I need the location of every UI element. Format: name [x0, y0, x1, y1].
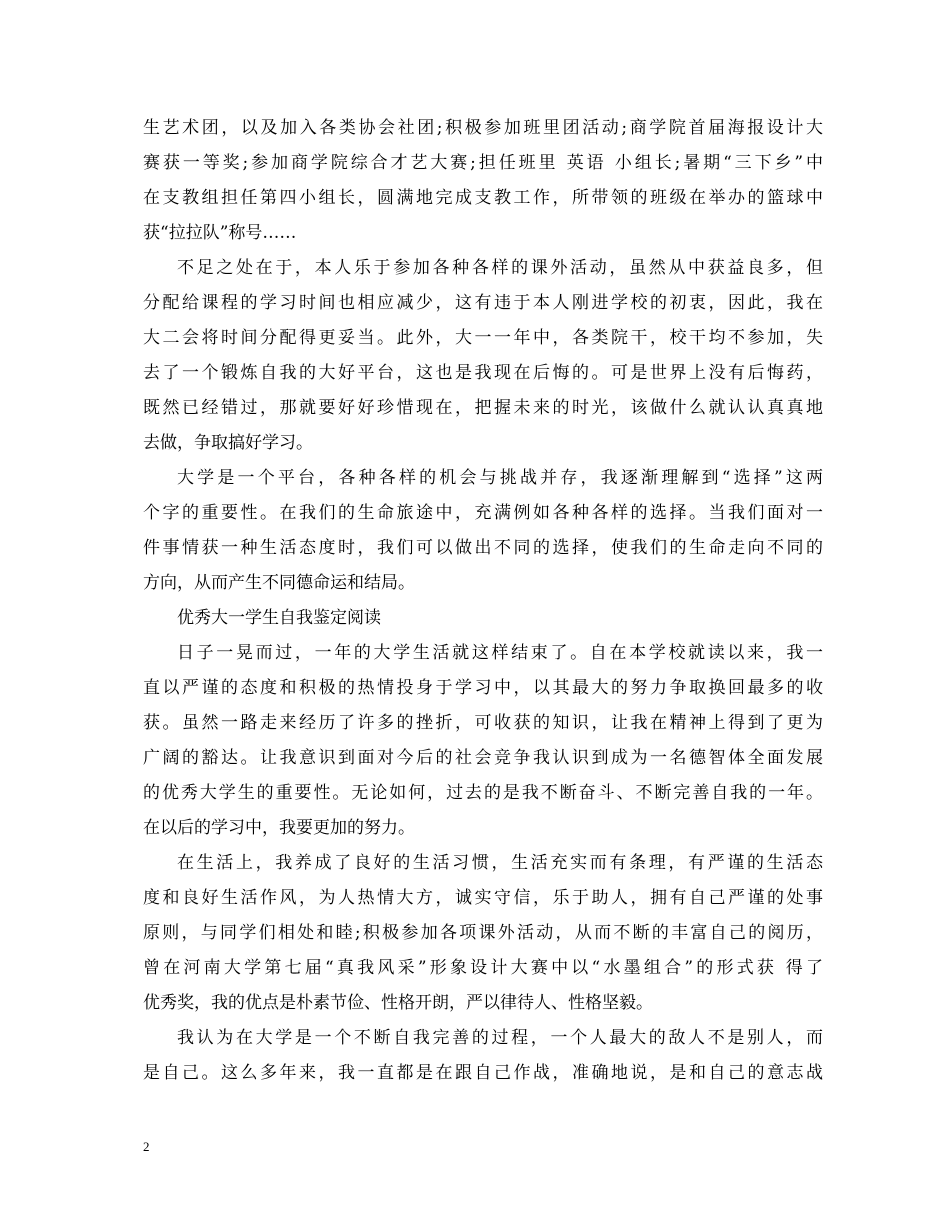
text-line: 是自己。这么多年来，我一直都是在跟自己作战，准确地说，是和自己的意志战: [143, 1063, 823, 1083]
text-line: 在支教组担任第四小组长，圆满地完成支教工作，所带领的班级在举办的篮球中: [143, 188, 823, 208]
text-line: 优秀大一学生自我鉴定阅读: [177, 608, 381, 628]
text-line: 直以严谨的态度和积极的热情投身于学习中，以其最大的努力争取换回最多的收: [143, 678, 823, 698]
text-line: 的优秀大学生的重要性。无论如何，过去的是我不断奋斗、不断完善自我的一年。: [143, 783, 823, 803]
text-line: 获“拉拉队”称号……: [143, 223, 297, 243]
text-line: 分配给课程的学习时间也相应减少，这有违于本人刚进学校的初衷，因此，我在: [143, 293, 823, 313]
text-line: 广阔的豁达。让我意识到面对今后的社会竞争我认识到成为一名德智体全面发展: [143, 748, 823, 768]
text-line: 日子一晃而过，一年的大学生活就这样结束了。自在本学校就读以来，我一: [177, 643, 823, 663]
text-line: 大二会将时间分配得更妥当。此外，大一一年中，各类院干，校干均不参加，失: [143, 328, 823, 348]
text-line: 方向，从而产生不同德命运和结局。: [143, 573, 415, 593]
text-line: 件事情获一种生活态度时，我们可以做出不同的选择，使我们的生命走向不同的: [143, 538, 823, 558]
text-line: 大学是一个平台，各种各样的机会与挑战并存，我逐渐理解到“选择”这两: [177, 468, 823, 488]
text-line: 优秀奖，我的优点是朴素节俭、性格开朗，严以律待人、性格坚毅。: [143, 993, 653, 1013]
document-body: [143, 111, 823, 1091]
text-line: 去做，争取搞好学习。: [143, 433, 313, 453]
text-line: 在以后的学习中，我要更加的努力。: [143, 818, 415, 838]
text-line: 去了一个锻炼自我的大好平台，这也是我现在后悔的。可是世界上没有后悔药，: [143, 363, 823, 383]
text-line: 个字的重要性。在我们的生命旅途中，充满例如各种各样的选择。当我们面对一: [143, 503, 823, 523]
text-line: 既然已经错过，那就要好好珍惜现在，把握未来的时光，该做什么就认认真真地: [143, 398, 823, 418]
page-number: 2: [143, 1139, 150, 1154]
text-line: 不足之处在于，本人乐于参加各种各样的课外活动，虽然从中获益良多，但: [177, 258, 823, 278]
text-line: 曾在河南大学第七届“真我风采”形象设计大赛中以“水墨组合”的形式获 得了: [143, 958, 823, 978]
text-line: 我认为在大学是一个不断自我完善的过程，一个人最大的敌人不是别人，而: [177, 1028, 823, 1048]
text-line: 赛获一等奖;参加商学院综合才艺大赛;担任班里 英语 小组长;暑期“三下乡”中: [143, 153, 823, 173]
text-line: 度和良好生活作风，为人热情大方，诚实守信，乐于助人，拥有自己严谨的处事: [143, 888, 823, 908]
text-line: 生艺术团，以及加入各类协会社团;积极参加班里团活动;商学院首届海报设计大: [143, 118, 823, 138]
text-line: 原则，与同学们相处和睦;积极参加各项课外活动，从而不断的丰富自己的阅历，: [143, 923, 823, 943]
text-line: 获。虽然一路走来经历了许多的挫折，可收获的知识，让我在精神上得到了更为: [143, 713, 823, 733]
text-line: 在生活上，我养成了良好的生活习惯，生活充实而有条理，有严谨的生活态: [177, 853, 823, 873]
